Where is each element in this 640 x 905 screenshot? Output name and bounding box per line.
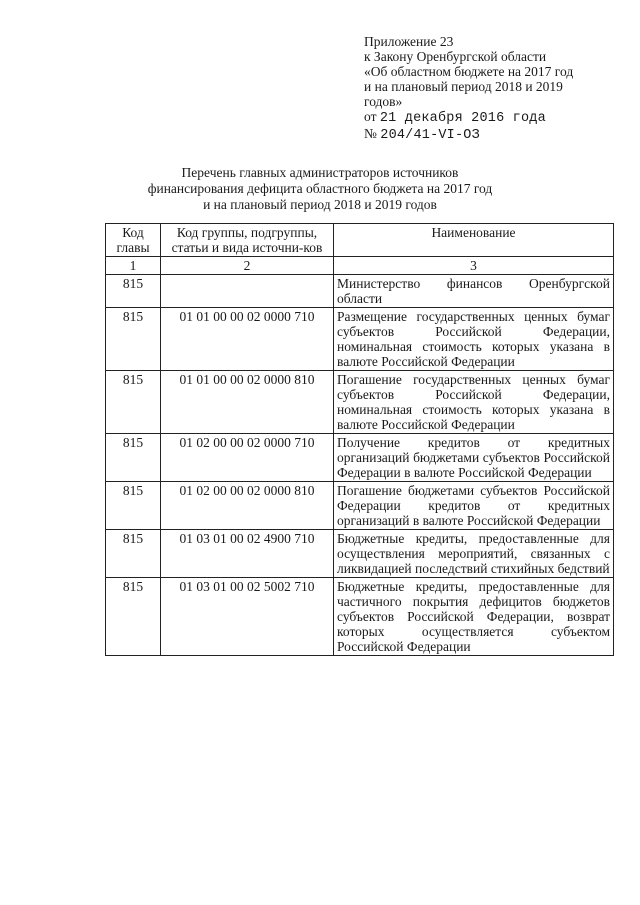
title-line: финансирования дефицита областного бюджета на 2017 год (147, 181, 493, 196)
table-row (106, 530, 614, 578)
source-code: 01 02 00 00 02 0000 810 (161, 482, 334, 530)
source-name: Погашение государственных ценных бумаг субъектов Российской Федерации, номинальная стоимость которых указана в валюте Российской Федерации (334, 371, 614, 434)
chapter-code: 815 (106, 308, 161, 371)
appendix-block (364, 34, 624, 143)
source-code: 01 01 00 00 02 0000 710 (161, 308, 334, 371)
header-chapter-code: Код главы (106, 224, 161, 257)
source-name: Бюджетные кредиты, предоставленные для осуществления мероприятий, связанных с ликвидацией последствий стихийных бедствий (334, 530, 614, 578)
source-name: Бюджетные кредиты, предоставленные для частичного покрытия дефицитов бюджетов субъектов Российской Федерации, возврат которых осуществляется субъектом Российской Федерации (334, 578, 614, 656)
column-number: 1 (106, 257, 161, 275)
chapter-code: 815 (106, 434, 161, 482)
chapter-code: 815 (106, 530, 161, 578)
source-code: 01 03 01 00 02 4900 710 (161, 530, 334, 578)
column-number: 3 (334, 257, 614, 275)
header-source-code: Код группы, подгруппы, статьи и вида источни-ков (161, 224, 334, 257)
date-value: 21 декабря 2016 года (379, 111, 546, 126)
table-row (106, 578, 614, 656)
law-date (364, 109, 624, 126)
table-row (106, 482, 614, 530)
appendix-line: годов» (364, 94, 403, 109)
header-name: Наименование (334, 224, 614, 257)
number-value: 204/41-VI-ОЗ (380, 128, 480, 143)
source-code (161, 275, 334, 308)
chapter-code: 815 (106, 275, 161, 308)
source-name: Министерство финансов Оренбургской области (334, 275, 614, 308)
source-name: Размещение государственных ценных бумаг субъектов Российской Федерации, номинальная стоимость которых указана в валюте Российской Федерации (334, 308, 614, 371)
chapter-code: 815 (106, 371, 161, 434)
date-prefix: от (364, 109, 380, 124)
source-code: 01 03 01 00 02 5002 710 (161, 578, 334, 656)
title-line: и на плановый период 2018 и 2019 годов (203, 197, 437, 212)
source-name: Погашение бюджетами субъектов Российской Федерации кредитов от кредитных организаций в валюте Российской Федерации (334, 482, 614, 530)
appendix-line: «Об областном бюджете на 2017 год (364, 64, 574, 79)
column-number-row (106, 257, 614, 275)
appendix-line: и на плановый период 2018 и 2019 (364, 79, 563, 94)
appendix-line: Приложение 23 (364, 34, 454, 49)
title-line: Перечень главных администраторов источников (181, 165, 459, 180)
administrators-table (105, 223, 614, 656)
law-number (364, 126, 624, 143)
source-code: 01 02 00 00 02 0000 710 (161, 434, 334, 482)
chapter-code: 815 (106, 578, 161, 656)
table-row (106, 434, 614, 482)
header-row (106, 224, 614, 257)
chapter-code: 815 (106, 482, 161, 530)
table-row (106, 371, 614, 434)
source-name: Получение кредитов от кредитных организаций бюджетами субъектов Российской Федерации в валюте Российской Федерации (334, 434, 614, 482)
number-prefix: № (364, 126, 381, 141)
document-title (100, 165, 540, 213)
table-row (106, 275, 614, 308)
column-number: 2 (161, 257, 334, 275)
appendix-line: к Закону Оренбургской области (364, 49, 547, 64)
source-code: 01 01 00 00 02 0000 810 (161, 371, 334, 434)
table-row (106, 308, 614, 371)
